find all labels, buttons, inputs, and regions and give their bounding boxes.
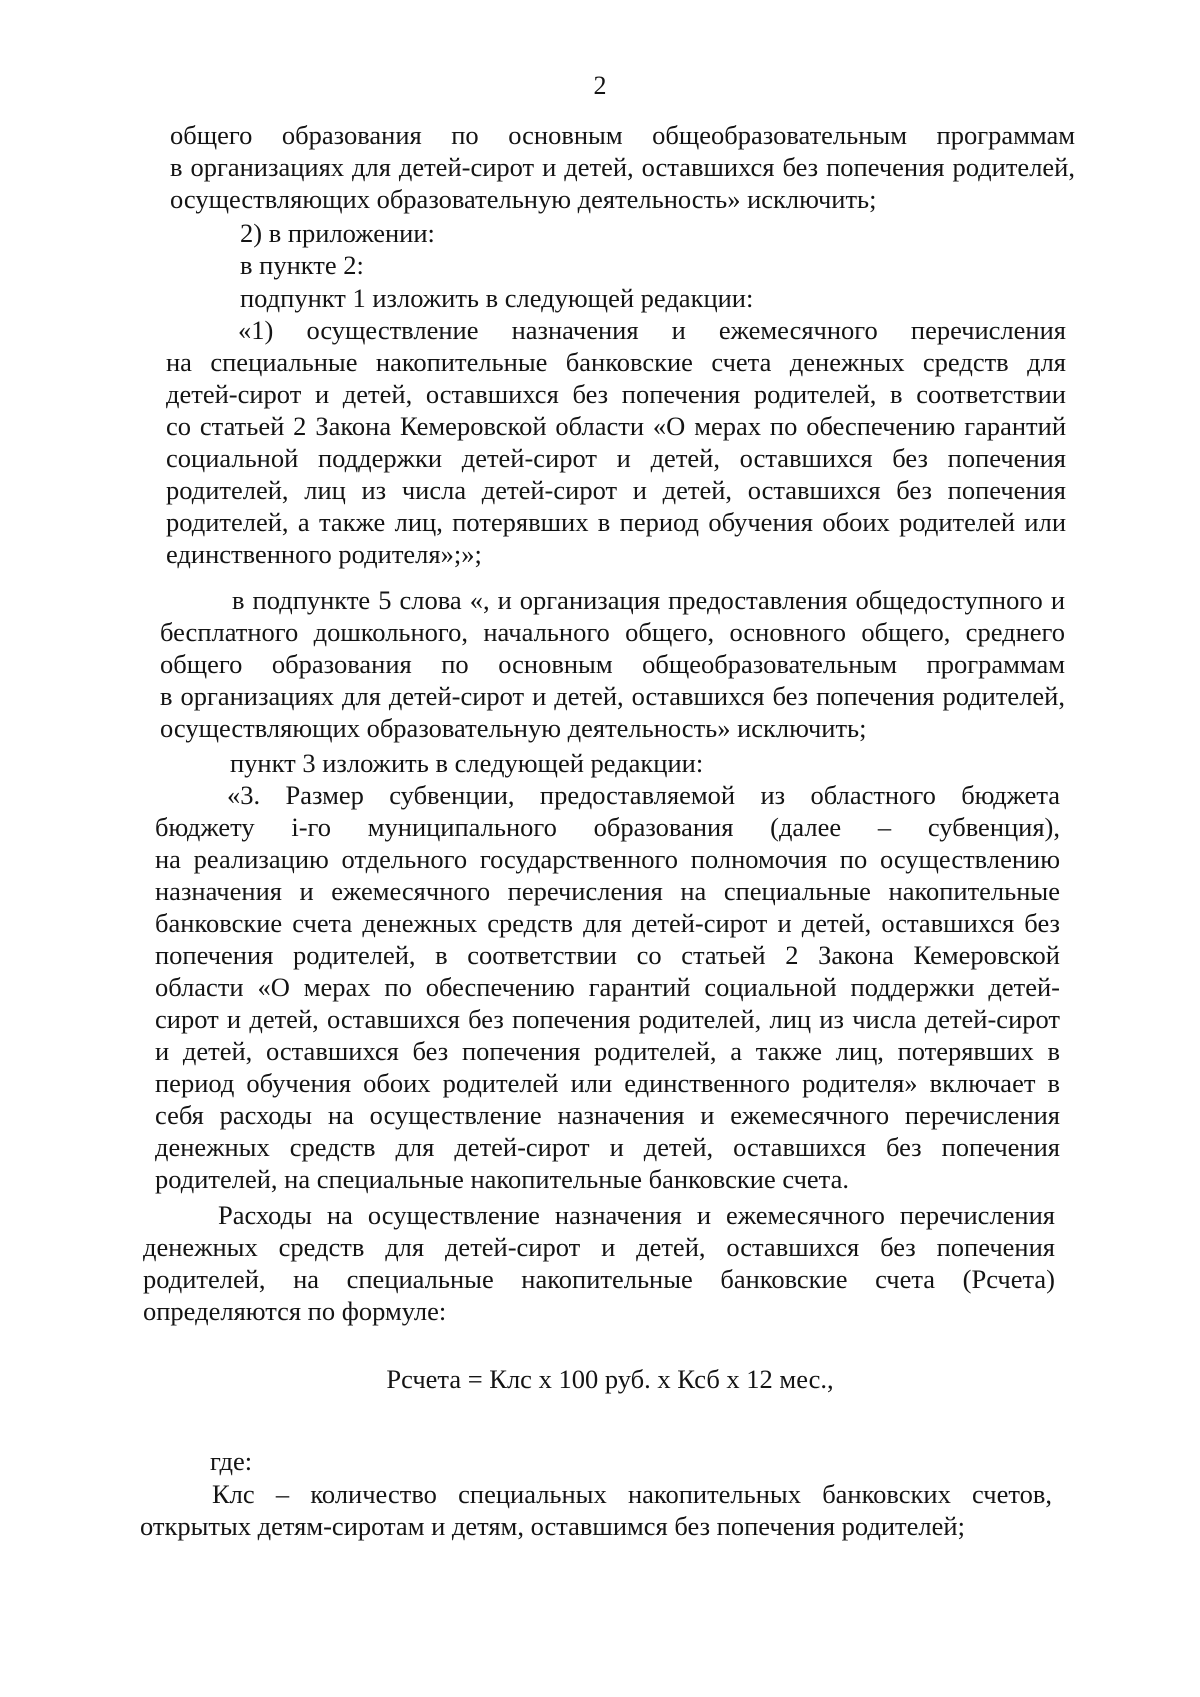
text-line: осуществляющих образовательную деятельность» исключить; [160, 713, 867, 743]
text-line: бюджету i-го муниципального образования (далее – субвенция), [155, 812, 1060, 842]
subpoint-5-paragraph [160, 584, 1065, 744]
text-line: назначения и ежемесячного перечисления на специальные накопительные [155, 876, 1060, 906]
text-line: Клс – количество специальных накопительных банковских счетов, [212, 1479, 1052, 1509]
text-line: определяются по формуле: [143, 1296, 447, 1326]
text-line: денежных средств для детей-сирот и детей, оставшихся без попечения [143, 1232, 1055, 1262]
where-label: где: [210, 1446, 253, 1476]
kls-definition [140, 1478, 1052, 1542]
text-line: общего образования по основным общеобразовательным программам [170, 120, 1075, 150]
text-line: банковские счета денежных средств для детей-сирот и детей, оставшихся без [155, 908, 1060, 938]
subpoint-1-intro: подпункт 1 изложить в следующей редакции: [240, 283, 754, 313]
text-line: общего образования по основным общеобразовательным программам [160, 649, 1065, 679]
text-line: единственного родителя»;»; [166, 539, 482, 569]
text-line: в организациях для детей-сирот и детей, оставшихся без попечения родителей, [160, 681, 1065, 711]
text-line: родителей, на специальные накопительные банковские счета. [155, 1164, 849, 1194]
expenses-paragraph [143, 1199, 1055, 1327]
text-line: попечения родителей, в соответствии со статьей 2 Закона Кемеровской [155, 940, 1060, 970]
text-line: себя расходы на осуществление назначения и ежемесячного перечисления [155, 1100, 1060, 1130]
subpoint-1-paragraph [166, 314, 1066, 570]
text-line: родителей, лиц из числа детей-сирот и детей, оставшихся без попечения [166, 475, 1066, 505]
text-line: бесплатного дошкольного, начального общего, основного общего, среднего [160, 617, 1065, 647]
text-line: детей-сирот и детей, оставшихся без попечения родителей, в соответствии [166, 379, 1066, 409]
text-line: социальной поддержки детей-сирот и детей, оставшихся без попечения [166, 443, 1066, 473]
text-line: родителей, на специальные накопительные банковские счета (Рсчета) [143, 1264, 1055, 1294]
formula: Рсчета = Клс х 100 руб. х Ксб х 12 мес., [386, 1364, 834, 1394]
text-line: в подпункте 5 слова «, и организация предоставления общедоступного и [232, 585, 1065, 615]
appendix-item: 2) в приложении: [240, 218, 435, 248]
text-line: родителей, а также лиц, потерявших в период обучения обоих родителей или [166, 507, 1066, 537]
text-line: Расходы на осуществление назначения и ежемесячного перечисления [218, 1200, 1055, 1230]
text-line: «1) осуществление назначения и ежемесячного перечисления [238, 315, 1066, 345]
point-3-paragraph [155, 779, 1060, 1195]
text-line: открытых детям-сиротам и детям, оставшимся без попечения родителей; [140, 1511, 965, 1541]
point-3-intro: пункт 3 изложить в следующей редакции: [230, 748, 704, 778]
text-line: на специальные накопительные банковские счета денежных средств для [166, 347, 1066, 377]
text-line: в организациях для детей-сирот и детей, оставшихся без попечения родителей, [170, 152, 1075, 182]
text-line: «3. Размер субвенции, предоставляемой из областного бюджета [227, 780, 1060, 810]
text-line: области «О мерах по обеспечению гарантий социальной поддержки детей- [155, 972, 1060, 1002]
point-2-item: в пункте 2: [240, 250, 364, 280]
page-number: 2 [593, 71, 607, 100]
text-line: и детей, оставшихся без попечения родителей, а также лиц, потерявших в [155, 1036, 1060, 1066]
text-line: сирот и детей, оставшихся без попечения родителей, лиц из числа детей-сирот [155, 1004, 1060, 1034]
text-line: на реализацию отдельного государственного полномочия по осуществлению [155, 844, 1060, 874]
intro-paragraph [170, 119, 1075, 215]
text-line: период обучения обоих родителей или единственного родителя» включает в [155, 1068, 1060, 1098]
text-line: денежных средств для детей-сирот и детей, оставшихся без попечения [155, 1132, 1060, 1162]
text-line: осуществляющих образовательную деятельность» исключить; [170, 184, 877, 214]
text-line: со статьей 2 Закона Кемеровской области «О мерах по обеспечению гарантий [166, 411, 1066, 441]
